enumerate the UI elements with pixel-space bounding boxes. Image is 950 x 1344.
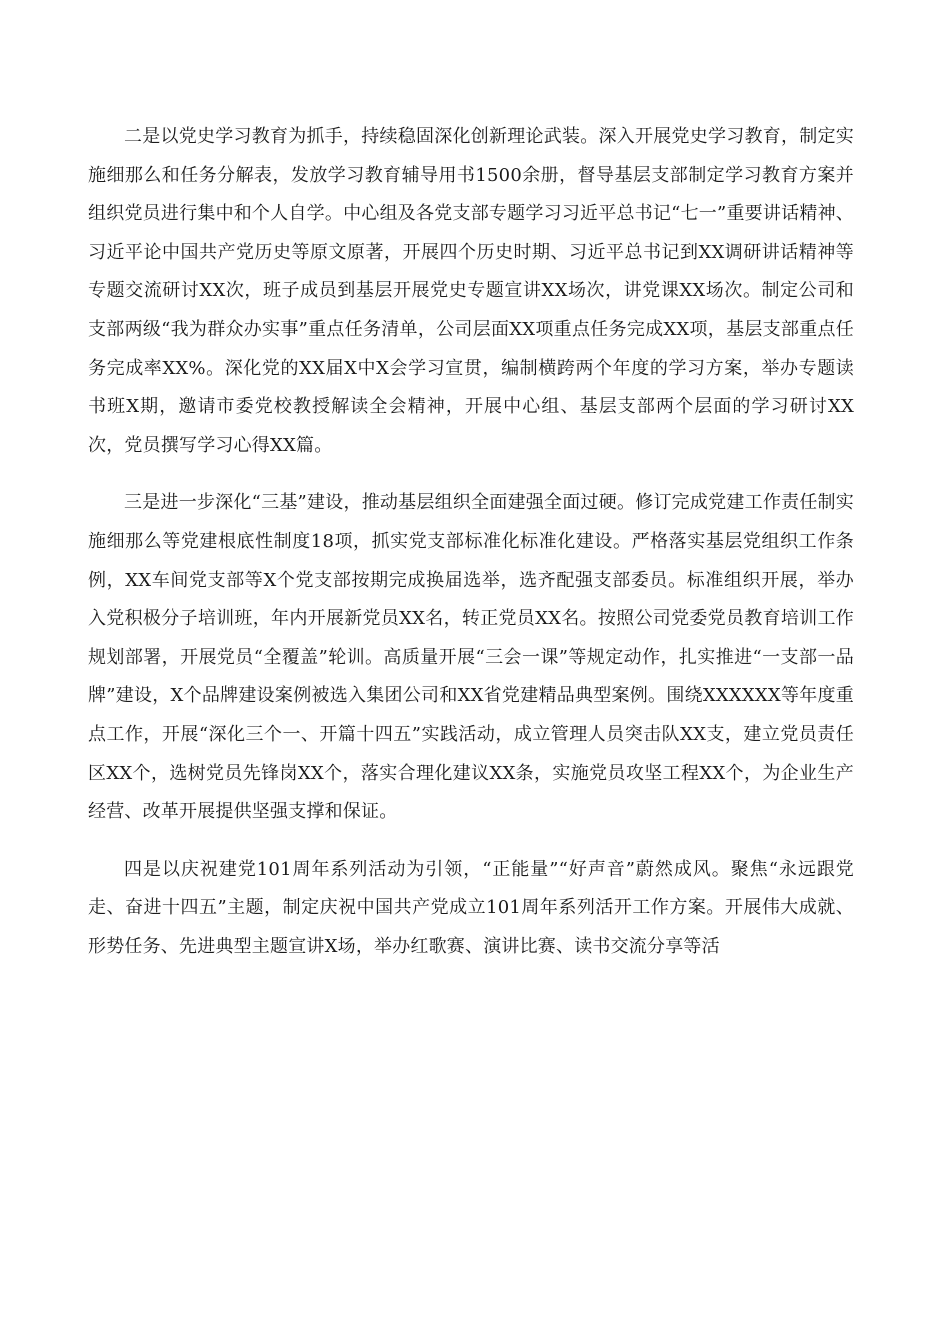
paragraph-party-history-study: 二是以党史学习教育为抓手，持续稳固深化创新理论武装。深入开展党史学习教育，制定实施细那么和任务分解表，发放学习教育辅导用书1500余册，督导基层支部制定学习教育方案并组织党员进行集中和个人自学。中心组及各党支部专题学习习近平总书记“七一”重要讲话精神、习近平论中国共产党历史等原文原著，开展四个历史时期、习近平总书记到XX调研讲话精神等专题交流研讨XX次，班子成员到基层开展党史专题宣讲XX场次，讲党课XX场次。制定公司和支部两级“我为群众办实事”重点任务清单，公司层面XX项重点任务完成XX项，基层支部重点任务完成率XX%。深化党的XX届X中X会学习宣贯，编制横跨两个年度的学习方案，举办专题读书班X期，邀请市委党校教授解读全会精神，开展中心组、基层支部两个层面的学习研讨XX次，党员撰写学习心得XX篇。 xyxy=(88,126,854,456)
paragraph-101st-anniversary-activities: 四是以庆祝建党101周年系列活动为引领，“正能量”“好声音”蔚然成风。聚焦“永远跟党走、奋进十四五”主题，制定庆祝中国共产党成立101周年系列活开工作方案。开展伟大成就、形势任务、先进典型主题宣讲X场，举办红歌赛、演讲比赛、读书交流分享等活 xyxy=(88,858,854,957)
document-body xyxy=(88,118,854,966)
paragraph-three-basics-construction: 三是进一步深化“三基”建设，推动基层组织全面建强全面过硬。修订完成党建工作责任制实施细那么等党建根底性制度18项，抓实党支部标准化标准化建设。严格落实基层党组织工作条例，XX车间党支部等X个党支部按期完成换届选举，选齐配强支部委员。标准组织开展，举办入党积极分子培训班，年内开展新党员XX名，转正党员XX名。按照公司党委党员教育培训工作规划部署，开展党员“全覆盖”轮训。高质量开展“三会一课”等规定动作，扎实推进“一支部一品牌”建设，X个品牌建设案例被选入集团公司和XX省党建精品典型案例。围绕XXXXXX等年度重点工作，开展“深化三个一、开篇十四五”实践活动，成立管理人员突击队XX支，建立党员责任区XX个，选树党员先锋岗XX个，落实合理化建议XX条，实施党员攻坚工程XX个，为企业生产经营、改革开展提供坚强支撑和保证。 xyxy=(88,492,854,823)
